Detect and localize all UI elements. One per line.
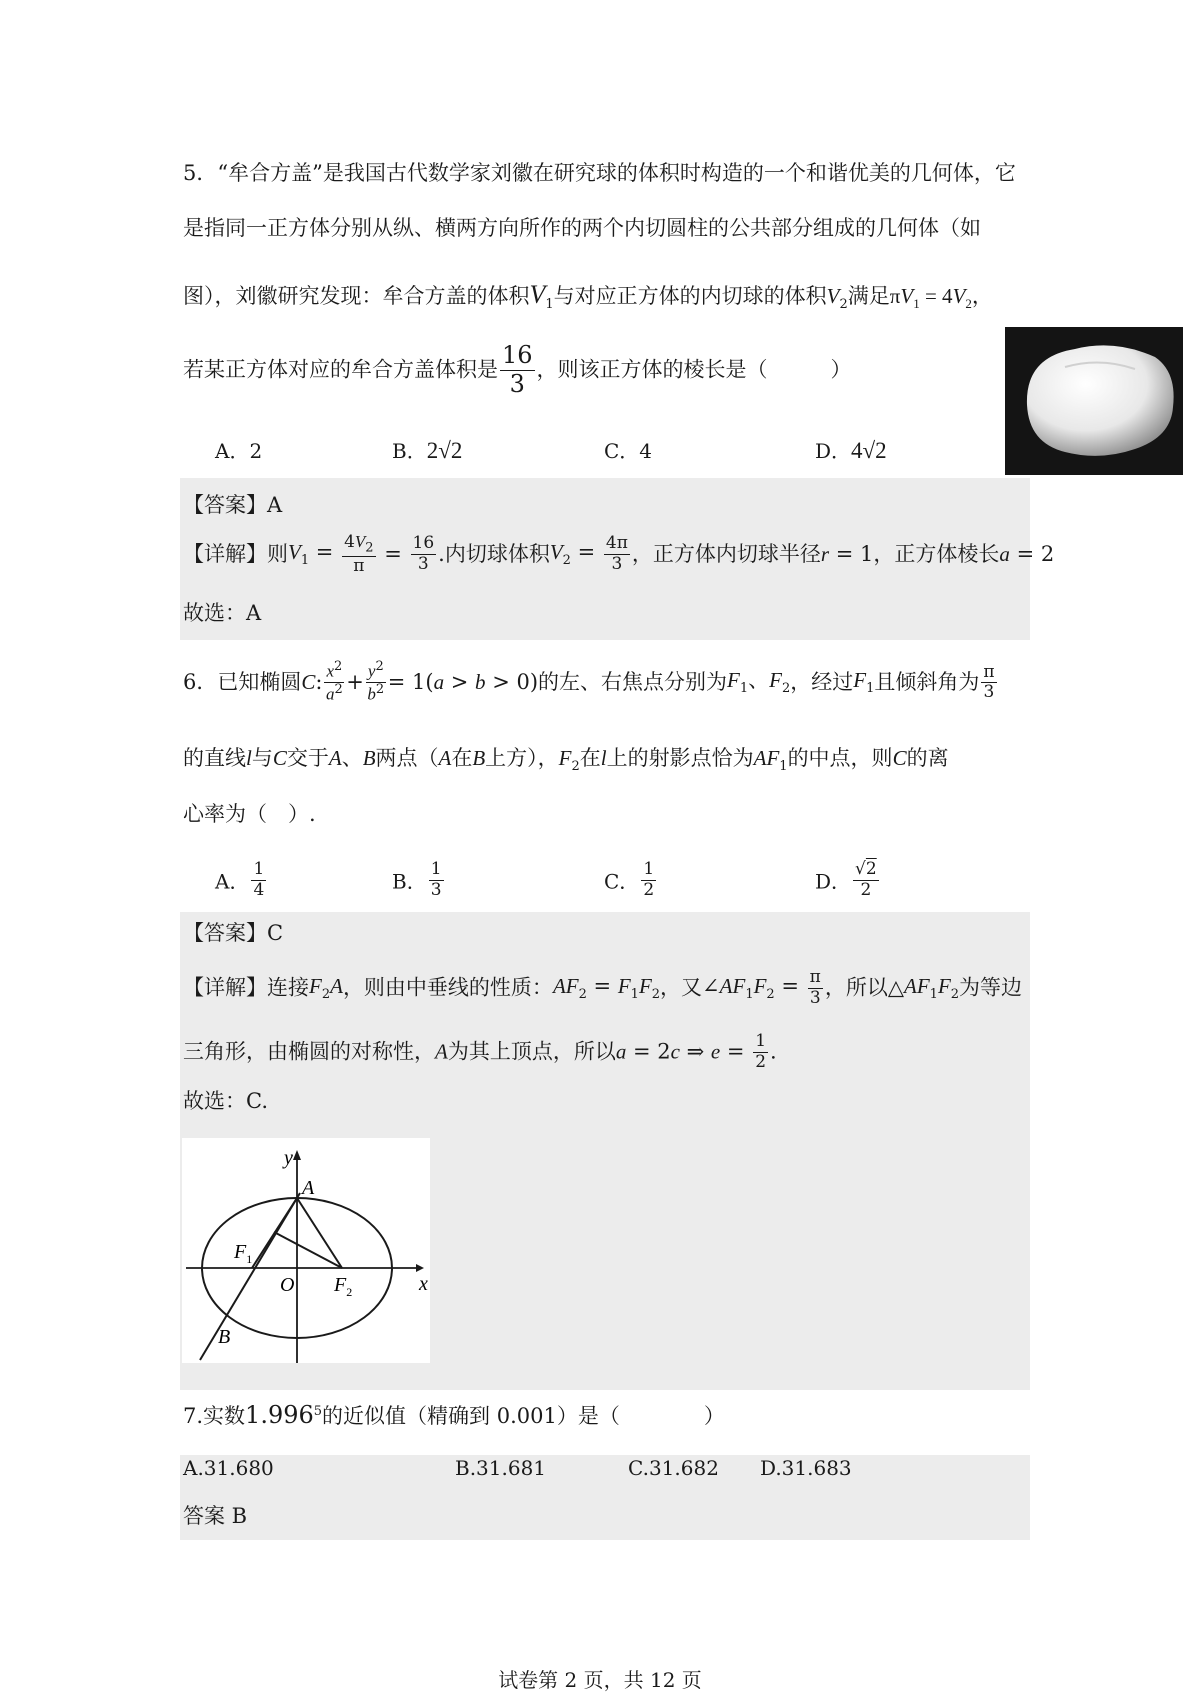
y-axis-arrow	[293, 1150, 301, 1160]
ellipse-diagram	[182, 1138, 430, 1363]
q5-line2: 是指同一正方体分别从纵、横两方向所作的两个内切圆柱的公共部分组成的几何体（如	[183, 216, 981, 240]
q6-detail: 【详解】连接$F_2A$，则由中垂线的性质：$AF_2 = F_1F_2$，又$\angle AF_1F_2$ = $\frac{\pi}{3}$ ，所以$\triangle AF_1F_2$为等边	[183, 967, 1023, 1008]
q5-line1: 5．“牟合方盖”是我国古代数学家刘徽在研究球的体积时构造的一个和谐优美的几何体，它	[183, 161, 1016, 185]
ellipse-figure	[182, 1138, 430, 1363]
q7-option-a: A.31.680	[183, 1456, 274, 1480]
q6-option-b: B． $\frac{1}{3}$	[392, 859, 442, 900]
label-y: y	[284, 1147, 293, 1169]
q5-relation: $\pi V_1 = 4V_2$	[889, 284, 972, 312]
q7-answer-panel	[180, 1455, 1030, 1540]
q6-option-d: D． $\frac{√2}{2}$	[815, 859, 877, 900]
q5-line4: 若某正方体对应的牟合方盖体积是 $\frac{16}{3}$ ，则该正方体的棱长是（ ）	[183, 341, 852, 398]
q5-option-c: C．4	[604, 439, 653, 463]
q6-option-a: A． $\frac{1}{4}$	[215, 859, 265, 900]
page-footer: 试卷第 2 页，共 12 页	[498, 1668, 702, 1692]
label-b: B	[218, 1326, 231, 1348]
q6-line1: 6．已知椭圆C: $\frac{x^2}{a^2}$ + $\frac{y^2}{b^2}$ = 1(a > b > 0)的左、右焦点分别为$F_1$、$F_2$，经过$F_1$且倾斜角为 $\frac{\pi}{3}$	[183, 659, 995, 704]
mouhefanggai-photo	[1005, 327, 1183, 475]
segment-af2	[297, 1198, 342, 1268]
label-o: O	[280, 1274, 295, 1296]
solid-shape-image	[1005, 327, 1183, 475]
label-f2: $F_2$	[334, 1274, 353, 1299]
q6-choose: 故选：C.	[183, 1089, 268, 1113]
q5-volume-fraction: $\frac{16}{3}$	[502, 341, 533, 398]
q6-detail-2: 三角形，由椭圆的对称性，A为其上顶点，所以a = 2c ⇒ e = $\frac{1}{2}$ .	[183, 1031, 777, 1072]
q6-answer: 【答案】C	[183, 921, 284, 945]
q5-option-b: B．2√2	[392, 438, 463, 463]
q6-line3: 心率为（ ）.	[183, 802, 316, 826]
q5-answer: 【答案】A	[183, 493, 283, 517]
label-a: A	[302, 1177, 315, 1199]
q5-choose: 故选：A	[183, 601, 262, 625]
x-axis-arrow	[416, 1264, 424, 1272]
q7-answer: 答案 B	[183, 1504, 248, 1528]
q5-option-a: A．2	[215, 439, 263, 463]
q7-option-b: B.31.681	[455, 1456, 547, 1480]
q7-line1: 7.实数1.996$^5$的近似值（精确到 0.001）是（ ）	[183, 1401, 725, 1429]
q6-line2: 的直线l与C交于A、B两点（A在B上方），$F_2$在l上的射影点恰为$AF_1$的中点，则C的离	[183, 746, 949, 775]
q5-option-d: D．4√2	[815, 438, 887, 463]
q7-option-c: C.31.682	[628, 1456, 719, 1480]
q6-option-c: C． $\frac{1}{2}$	[604, 859, 655, 900]
label-x: x	[419, 1273, 428, 1295]
label-f1: $F_1$	[234, 1241, 253, 1266]
q5-detail: 【详解】则$V_1$ = $\frac{4V_2}{\pi}$ = $\frac{16}{3}$ .内切球体积$V_2$ = $\frac{4\pi}{3}$ ，正方体内切球半径r = 1，正方体棱长a = 2	[183, 532, 1055, 577]
q7-option-d: D.31.683	[760, 1456, 852, 1480]
q5-line3: 图），刘徽研究发现：牟合方盖的体积$V_1$与对应正方体的内切球的体积$V_2$满足$\pi V_1 = 4V_2$，	[183, 280, 993, 313]
perpendicular-segment	[274, 1232, 342, 1268]
